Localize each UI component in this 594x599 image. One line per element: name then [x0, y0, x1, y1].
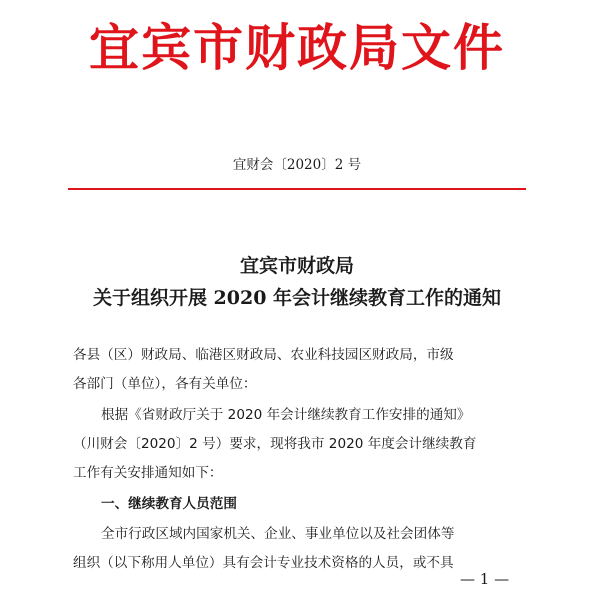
section-body-line-2: 组织（以下称用人单位）具有会计专业技术资格的人员，或不具 — [73, 555, 454, 571]
intro-line-1: 根据《省财政厅关于 2020 年会计继续教育工作安排的通知》 — [101, 407, 471, 423]
intro-line-2: （川财会〔2020〕2 号）要求，现将我市 2020 年度会计继续教育 — [73, 436, 477, 452]
title-line-2: 关于组织开展 2020 年会计继续教育工作的通知 — [92, 287, 502, 309]
document-number: 宜财会〔2020〕2 号 — [232, 157, 362, 173]
addressee-line-1: 各县（区）财政局、临港区财政局、农业科技园区财政局，市级 — [73, 347, 454, 363]
addressee-line-2: 各部门（单位），各有关单位： — [73, 376, 257, 392]
section-heading: 一、继续教育人员范围 — [101, 496, 237, 512]
section-body-line-1: 全市行政区域内国家机关、企业、事业单位以及社会团体等 — [101, 526, 455, 542]
red-divider — [68, 188, 526, 190]
issuer-header: 宜宾市财政局文件 — [89, 18, 505, 77]
title-line-1: 宜宾市财政局 — [239, 255, 354, 277]
intro-line-3: 工作有关安排通知如下： — [73, 465, 223, 481]
page-number: — 1 — — [460, 570, 510, 588]
